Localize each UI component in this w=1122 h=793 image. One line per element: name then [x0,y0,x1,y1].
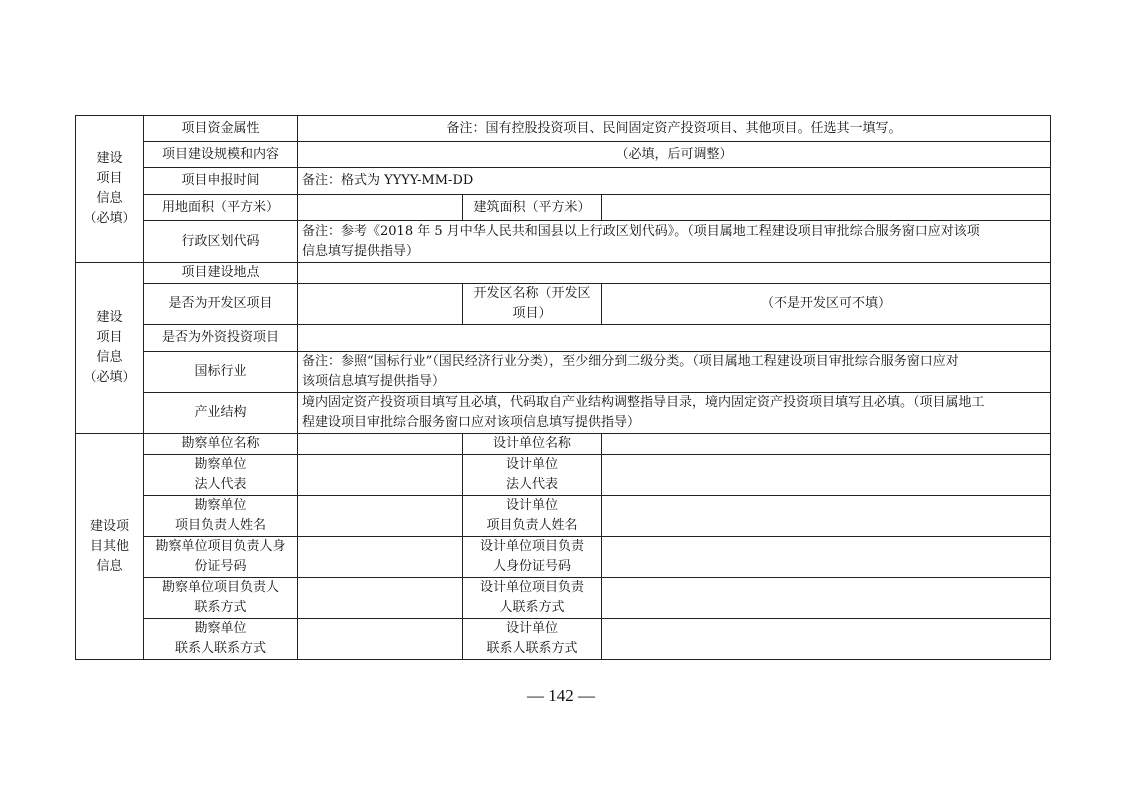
design-pm-contact-label: 设计单位项目负责 人联系方式 [463,578,602,619]
region-code-label: 行政区划代码 [144,221,298,263]
survey-contact-label: 勘察单位 联系人联系方式 [144,619,298,660]
dev-zone-name-label: 开发区名称（开发区 项目） [463,284,602,325]
survey-pm-name-label: 勘察单位 项目负责人姓名 [144,496,298,537]
dev-zone-label: 是否为开发区项目 [144,284,298,325]
section-3-header: 建设项 目其他 信息 [76,434,144,660]
design-pm-id-label: 设计单位项目负责 人身份证号码 [463,537,602,578]
section-1-header: 建设 项目 信息 （必填） [76,116,144,263]
design-legal-rep-label: 设计单位 法人代表 [463,455,602,496]
design-unit-name-value[interactable] [602,434,1051,455]
survey-pm-id-value[interactable] [298,537,463,578]
scale-note[interactable]: （必填，后可调整） [298,142,1051,168]
declare-time-label: 项目申报时间 [144,168,298,195]
land-area-label: 用地面积（平方米） [144,195,298,221]
design-unit-name-label: 设计单位名称 [463,434,602,455]
design-pm-name-value[interactable] [602,496,1051,537]
design-pm-name-label: 设计单位 项目负责人姓名 [463,496,602,537]
building-area-label: 建筑面积（平方米） [463,195,602,221]
region-code-note[interactable]: 备注：参考《2018 年 5 月中华人民共和国县以上行政区划代码》。（项目属地工程建设项目审批综合服务窗口应对该项 信息填写提供指导） [298,221,1051,263]
fund-attr-note[interactable]: 备注：国有控股投资项目、民间固定资产投资项目、其他项目。任选其一填写。 [298,116,1051,142]
survey-legal-rep-label: 勘察单位 法人代表 [144,455,298,496]
survey-unit-name-value[interactable] [298,434,463,455]
foreign-value[interactable] [298,325,1051,352]
dev-zone-value[interactable] [298,284,463,325]
survey-legal-rep-value[interactable] [298,455,463,496]
industry-label: 国标行业 [144,352,298,393]
design-pm-id-value[interactable] [602,537,1051,578]
location-value[interactable] [298,263,1051,284]
dev-zone-name-note[interactable]: （不是开发区可不填） [602,284,1051,325]
design-legal-rep-value[interactable] [602,455,1051,496]
project-info-table [75,115,1051,660]
structure-note[interactable]: 境内固定资产投资项目填写且必填，代码取自产业结构调整指导目录，境内固定资产投资项目填写且必填。（项目属地工 程建设项目审批综合服务窗口应对该项信息填写提供指导） [298,393,1051,434]
survey-pm-name-value[interactable] [298,496,463,537]
survey-pm-id-label: 勘察单位项目负责人身 份证号码 [144,537,298,578]
survey-unit-name-label: 勘察单位名称 [144,434,298,455]
design-contact-value[interactable] [602,619,1051,660]
section-2-header: 建设 项目 信息 （必填） [76,263,144,434]
survey-pm-contact-value[interactable] [298,578,463,619]
survey-pm-contact-label: 勘察单位项目负责人 联系方式 [144,578,298,619]
land-area-value[interactable] [298,195,463,221]
building-area-value[interactable] [602,195,1051,221]
design-pm-contact-value[interactable] [602,578,1051,619]
location-label: 项目建设地点 [144,263,298,284]
fund-attr-label: 项目资金属性 [144,116,298,142]
declare-time-note[interactable]: 备注：格式为 YYYY-MM-DD [298,168,1051,195]
design-contact-label: 设计单位 联系人联系方式 [463,619,602,660]
survey-contact-value[interactable] [298,619,463,660]
industry-note[interactable]: 备注：参照“国标行业”（国民经济行业分类），至少细分到二级分类。（项目属地工程建设项目审批综合服务窗口应对 该项信息填写提供指导） [298,352,1051,393]
scale-label: 项目建设规模和内容 [144,142,298,168]
foreign-label: 是否为外资投资项目 [144,325,298,352]
page-number: — 142 — [527,686,595,705]
structure-label: 产业结构 [144,393,298,434]
